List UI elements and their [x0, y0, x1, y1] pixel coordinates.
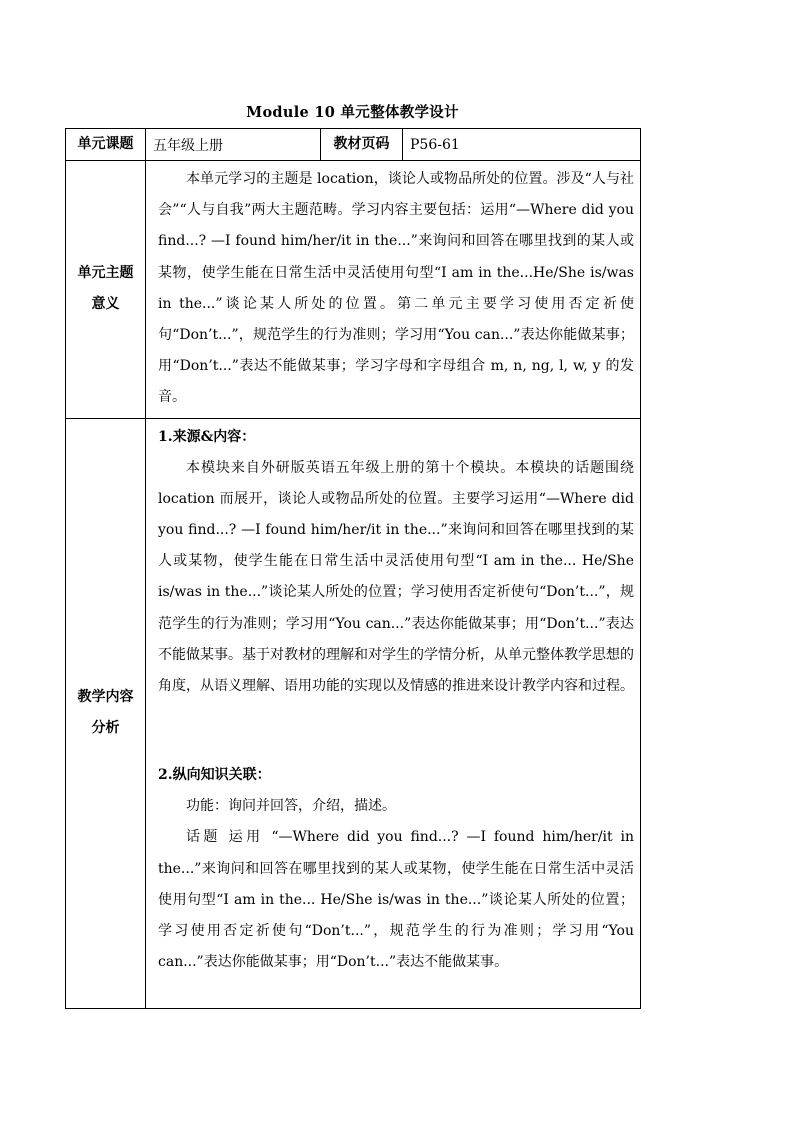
analysis-cell	[146, 418, 641, 1008]
unit-topic-label: 单元课题	[66, 129, 146, 161]
meaning-cell	[146, 161, 641, 419]
meaning-text: 本单元学习的主题是 location，谈论人或物品所处的位置。涉及“人与社会”“人与自我”两大主题范畴。学习内容主要包括：运用“—Where did you find...? —I found him/her/it in the...”来询问和回答在哪里找到的某人或某物，使学生能在日常生活中灵活使用句型“I am in the...He/She is/was in the...”谈论某人所处的位置。第二单元主要学习使用否定祈使句“Don’t...”，规范学生的行为准则；学习用“You can...”表达你能做某事；用“Don’t...”表达不能做某事；学习字母和字母组合 m, n, ng, l, w, y 的发音。	[158, 171, 634, 406]
meaning-label	[66, 161, 146, 419]
meaning-label-line2: 意义	[91, 296, 120, 313]
analysis-label	[66, 418, 146, 1008]
section2-line1: 功能：询问并回答，介绍，描述。	[186, 798, 396, 815]
page-label: 教材页码	[321, 129, 403, 161]
lesson-plan-table	[65, 128, 641, 1009]
section1-title: 1.来源&内容：	[158, 428, 256, 445]
page-value: P56-61	[403, 129, 641, 161]
spacer	[158, 702, 634, 760]
analysis-label-line1: 教学内容	[77, 689, 134, 706]
section2-text: 话题 运用 “—Where did you find...? —I found him/her/it in the...”来询问和回答在哪里找到的某人或某物，使学生能在日常生活中灵活使用句型“I am in the... He/She is/was in the...”谈论某人所处的位置；学习使用否定祈使句“Don’t...”，规范学生的行为准则；学习用“You can...”表达你能做某事；用“Don’t...”表达不能做某事。	[158, 829, 634, 971]
page-title: Module 10 单元整体教学设计	[246, 104, 459, 121]
unit-topic-value: 五年级上册	[146, 129, 321, 161]
header-row	[66, 129, 641, 161]
analysis-row	[66, 418, 641, 1008]
section1-text: 本模块来自外研版英语五年级上册的第十个模块。本模块的话题围绕 location 而展开，谈论人或物品所处的位置。主要学习运用“—Where did you find...? —I found him/her/it in the...”来询问和回答在哪里找到的某人或某物，使学生能在日常生活中灵活使用句型“I am in the... He/She is/was in the...”谈论某人所处的位置；学习使用否定祈使句“Don’t...”，规范学生的行为准则；学习用“You can...”表达你能做某事；用“Don’t...”表达不能做某事。基于对教材的理解和对学生的学情分析，从单元整体教学思想的角度，从语义理解、语用功能的实现以及情感的推进来设计教学内容和过程。	[158, 459, 634, 695]
meaning-label-line1: 单元主题	[77, 265, 134, 282]
analysis-label-line2: 分析	[91, 720, 120, 737]
section2-title: 2.纵向知识关联：	[158, 767, 271, 784]
meaning-row	[66, 161, 641, 419]
